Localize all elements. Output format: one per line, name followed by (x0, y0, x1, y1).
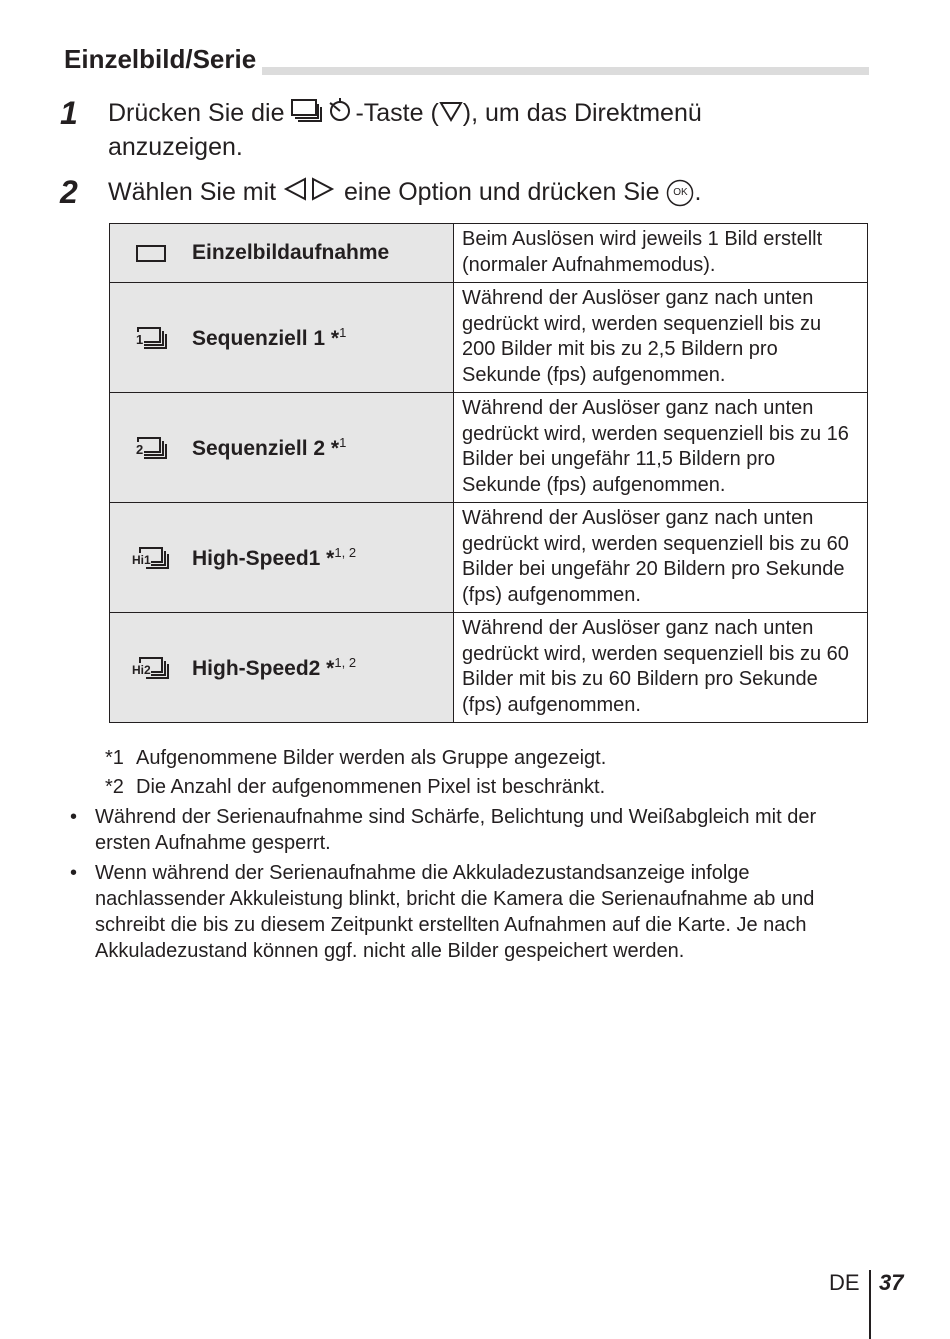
footnote-text: Die Anzahl der aufgenommenen Pixel ist beschränkt. (136, 776, 606, 798)
left-right-arrows-icon (283, 177, 337, 209)
option-cell (110, 224, 454, 283)
option-cell (110, 393, 454, 503)
bullet-mark: • (70, 862, 78, 884)
bullet-text: Wenn während der Serienaufnahme die Akkuladezustandsanzeige infolge nachlassender Akkuleistung blinkt, bricht die Kamera die Serienaufnahme ab und schreibt die bis zu diesem Zeitpunkt erstellten Aufnahmen auf die Karte. Je nach Akkuladezustand können ggf. nicht alle Bilder gespeichert werden. (95, 862, 815, 962)
option-name: Sequenziell 2 *$^1$ (192, 434, 347, 460)
table-row (110, 393, 868, 503)
option-description: Während der Auslöser ganz nach unten gedrückt wird, werden sequenziell bis zu 16 Bilder bei ungefähr 11,5 Bildern pro Sekunde (fps) aufgenommen. (454, 393, 868, 503)
bullet-item (0, 860, 950, 970)
section-header (64, 42, 869, 76)
footnote-ref: 1, 2 (334, 654, 357, 670)
high-speed-2-icon: Hi2 (110, 656, 192, 680)
sequential-1-icon: 1 (110, 326, 192, 350)
option-cell (110, 283, 454, 393)
language-label: DE (829, 1270, 860, 1295)
option-cell (110, 613, 454, 723)
table-row (110, 503, 868, 613)
down-triangle-icon (439, 98, 463, 130)
option-description: Während der Auslöser ganz nach unten gedrückt wird, werden sequenziell bis zu 60 Bilder mit bis zu 60 Bildern pro Sekunde (fps) aufgenommen. (454, 613, 868, 723)
step-2 (60, 176, 850, 210)
step-number: 2 (60, 174, 78, 210)
option-description: Beim Auslösen wird jeweils 1 Bild erstellt (normaler Aufnahmemodus). (454, 224, 868, 283)
footnote-ref: 1 (339, 434, 347, 450)
option-name: Sequenziell 1 *$^1$ (192, 324, 347, 350)
footnote-text: Aufgenommene Bilder werden als Gruppe angezeigt. (136, 747, 607, 769)
table-row (110, 224, 868, 283)
bullet-text: Während der Serienaufnahme sind Schärfe, Belichtung und Weißabgleich mit der ersten Aufnahme gesperrt. (95, 806, 817, 854)
option-name: High-Speed2 *$^{1, 2}$ (192, 654, 357, 680)
option-name: Einzelbildaufnahme (192, 241, 390, 264)
sequential-2-icon: 2 (110, 436, 192, 460)
option-description: Während der Auslöser ganz nach unten gedrückt wird, werden sequenziell bis zu 200 Bilder mit bis zu 2,5 Bildern pro Sekunde (fps) aufgenommen. (454, 283, 868, 393)
sequential-selftimer-button-icon (291, 97, 355, 131)
option-cell (110, 503, 454, 613)
footnote (0, 745, 950, 771)
step-text: Wählen Sie mit eine Option und drücken Sie OK . (108, 176, 828, 209)
step-1 (60, 97, 850, 163)
footnote-mark: *1 (105, 747, 124, 769)
high-speed-1-icon: Hi1 (110, 546, 192, 570)
page-number: 37 (879, 1270, 904, 1295)
section-title: Einzelbild/Serie (64, 42, 262, 76)
footnote-ref: 1 (339, 324, 347, 340)
drive-mode-options-table (109, 223, 868, 723)
option-description: Während der Auslöser ganz nach unten gedrückt wird, werden sequenziell bis zu 60 Bilder bei ungefähr 20 Bildern pro Sekunde (fps) aufgenommen. (454, 503, 868, 613)
table-row (110, 613, 868, 723)
bullet-mark: • (70, 806, 78, 828)
footnote-ref: 1, 2 (334, 544, 357, 560)
option-name: High-Speed1 *$^{1, 2}$ (192, 544, 357, 570)
single-frame-icon (110, 242, 192, 264)
footnote-mark: *2 (105, 776, 124, 798)
footer-divider (869, 1270, 871, 1339)
step-number: 1 (60, 95, 78, 131)
bullet-item (0, 804, 950, 856)
table-row (110, 283, 868, 393)
footnote (0, 774, 950, 800)
step-text: Drücken Sie die -Taste ( ), um das Direktmenü anzuzeigen. (108, 99, 702, 162)
ok-button-icon: OK (666, 179, 694, 207)
